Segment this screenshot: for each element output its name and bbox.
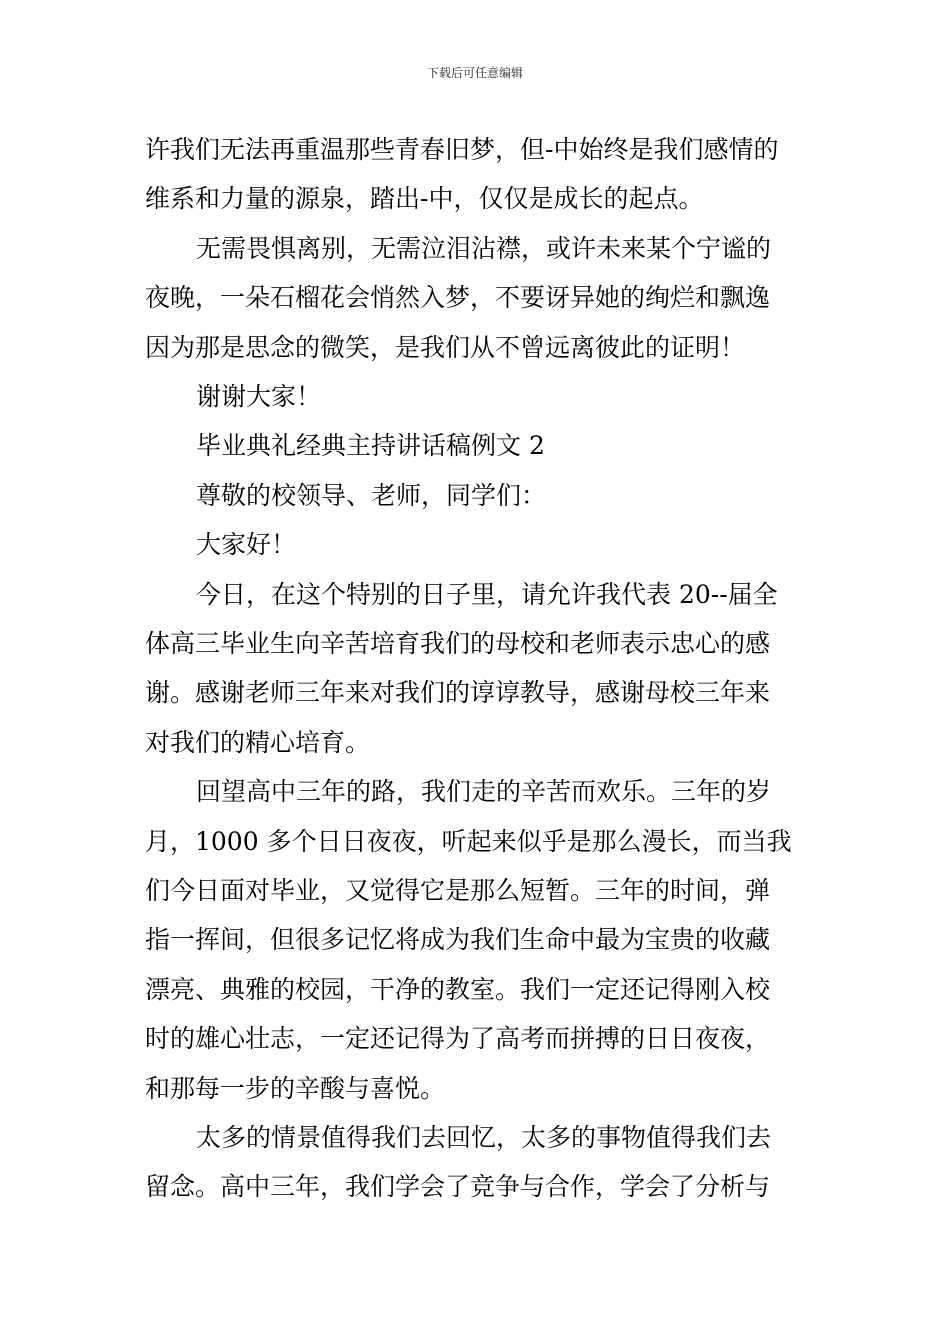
text-line: 和那每一步的辛酸与喜悦。 xyxy=(145,1073,446,1103)
text-line: 留念。高中三年，我们学会了竞争与合作，学会了分析与 xyxy=(145,1172,771,1202)
text-line: 大家好！ xyxy=(196,530,297,560)
text-line: 许我们无法再重温那些青春旧梦，但-中始终是我们感情的 xyxy=(145,135,779,164)
text-line: 月，1000 多个日日夜夜，听起来似乎是那么漫长，而当我 xyxy=(145,826,792,856)
text-line: 夜晚，一朵石榴花会悄然入梦，不要讶异她的绚烂和飘逸 xyxy=(145,283,771,313)
text-line: 指一挥间，但很多记忆将成为我们生命中最为宝贵的收藏 xyxy=(145,925,771,955)
text-line: 时的雄心壮志，一定还记得为了高考而拼搏的日日夜夜， xyxy=(145,1024,771,1054)
page-header: 下载后可任意编辑 xyxy=(426,66,523,80)
text-line: 尊敬的校领导、老师，同学们： xyxy=(196,480,547,510)
text-line: 谢谢大家！ xyxy=(196,382,322,411)
text-line: 回望高中三年的路，我们走的辛苦而欢乐。三年的岁 xyxy=(196,777,772,807)
text-line: 今日，在这个特别的日子里，请允许我代表 20--届全 xyxy=(196,579,778,609)
text-line: 无需畏惧离别，无需泣泪沾襟，或许未来某个宁谧的 xyxy=(196,233,772,263)
text-line: 漂亮、典雅的校园，干净的教室。我们一定还记得刚入校 xyxy=(145,974,771,1004)
text-line: 体高三毕业生向辛苦培育我们的母校和老师表示忠心的感 xyxy=(145,629,771,658)
text-line: 谢。感谢老师三年来对我们的谆谆教导，感谢母校三年来 xyxy=(145,678,771,708)
text-line: 对我们的精心培育。 xyxy=(145,727,371,757)
text-line: 太多的情景值得我们去回忆，太多的事物值得我们去 xyxy=(196,1123,772,1152)
text-line: 毕业典礼经典主持讲话稿例文 2 xyxy=(196,431,545,461)
text-line: 因为那是思念的微笑，是我们从不曾远离彼此的证明！ xyxy=(145,332,746,362)
text-line: 们今日面对毕业，又觉得它是那么短暂。三年的时间，弹 xyxy=(145,876,771,905)
text-line: 维系和力量的源泉，踏出-中，仅仅是成长的起点。 xyxy=(145,184,704,214)
